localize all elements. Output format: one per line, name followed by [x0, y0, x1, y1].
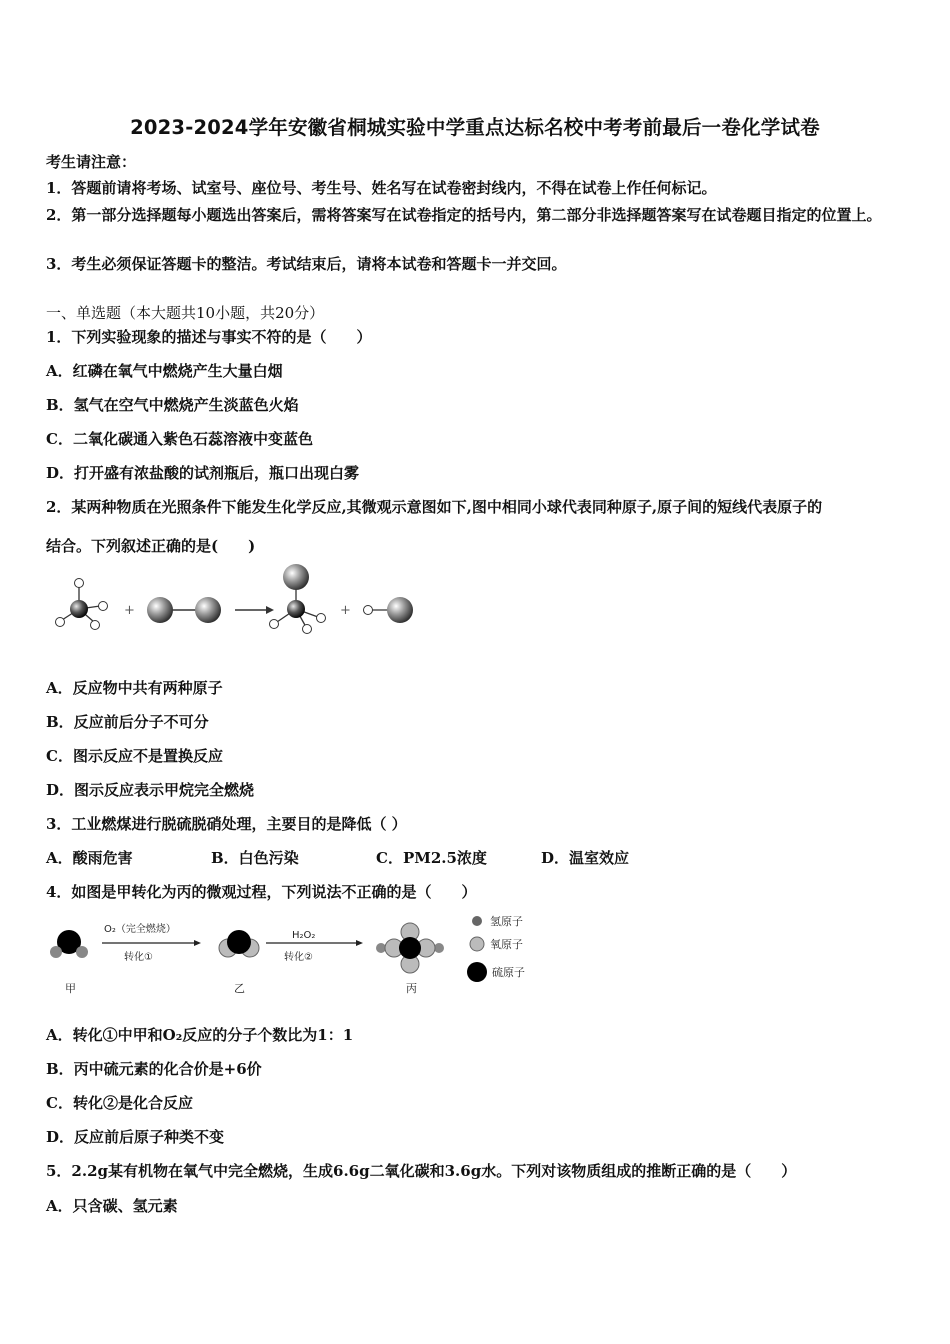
product-molecule-1	[270, 564, 326, 634]
legend-sulfur: 硫原子	[492, 966, 525, 979]
q4-option-c: C．转化②是化合反应	[46, 1094, 193, 1112]
q1-option-a: A．红磷在氧气中燃烧产生大量白烟	[46, 362, 283, 380]
q1-option-b: B．氢气在空气中燃烧产生淡蓝色火焰	[46, 396, 299, 414]
q2-option-a: A．反应物中共有两种原子	[46, 679, 223, 697]
reactant-molecule-2	[147, 597, 221, 623]
label-yi: 乙	[234, 982, 245, 995]
q3-option-a: A．酸雨危害	[46, 849, 133, 867]
q2-stem-line2: 结合。下列叙述正确的是( )	[46, 537, 256, 555]
q2-option-c: C．图示反应不是置换反应	[46, 747, 223, 765]
plus-sign-1: +	[124, 603, 135, 618]
q1-option-c: C．二氧化碳通入紫色石蕊溶液中变蓝色	[46, 430, 313, 448]
molecule-yi	[219, 930, 259, 957]
product-molecule-2	[364, 597, 414, 623]
atom-legend	[467, 914, 525, 982]
q4-option-a: A．转化①中甲和O₂反应的分子个数比为1：1	[46, 1026, 354, 1044]
arrow2-label-bottom: 转化②	[284, 952, 313, 963]
q3-option-c: C．PM2.5浓度	[376, 849, 487, 867]
label-jia: 甲	[65, 982, 76, 995]
section-heading: 一、单选题（本大题共10小题，共20分）	[46, 304, 325, 322]
legend-hydrogen: 氢原子	[490, 915, 523, 928]
q4-stem: 4．如图是甲转化为丙的微观过程，下列说法不正确的是（ ）	[46, 883, 477, 901]
arrow2-label-top: H₂O₂	[292, 930, 316, 941]
q3-stem: 3．工业燃煤进行脱硫脱硝处理，主要目的是降低（ ）	[46, 815, 407, 833]
molecule-jia	[50, 930, 88, 958]
notice-item-1: 1．答题前请将考场、试室号、座位号、考生号、姓名写在试卷密封线内，不得在试卷上作任何标记。	[46, 179, 717, 197]
q5-option-a: A．只含碳、氢元素	[46, 1197, 178, 1215]
arrow1-label-bottom: 转化①	[124, 952, 153, 963]
plus-sign-2: +	[340, 603, 351, 618]
notice-item-3: 3．考生必须保证答题卡的整洁。考试结束后，请将本试卷和答题卡一并交回。	[46, 255, 567, 273]
notice-heading: 考生请注意：	[46, 153, 137, 171]
arrow1-label-top: O₂（完全燃烧）	[104, 924, 176, 935]
q1-option-d: D．打开盛有浓盐酸的试剂瓶后，瓶口出现白雾	[46, 464, 360, 482]
molecule-bing	[376, 923, 444, 973]
q2-option-d: D．图示反应表示甲烷完全燃烧	[46, 781, 255, 799]
q1-stem: 1．下列实验现象的描述与事实不符的是（ ）	[46, 328, 372, 346]
q3-option-b: B．白色污染	[211, 849, 299, 867]
q4-option-b: B．丙中硫元素的化合价是+6价	[46, 1060, 262, 1078]
q4-option-d: D．反应前后原子种类不变	[46, 1128, 225, 1146]
q2-option-b: B．反应前后分子不可分	[46, 713, 209, 731]
q2-reaction-diagram	[48, 562, 420, 640]
q4-transformation-diagram	[44, 906, 540, 1002]
q5-stem: 5．2.2g某有机物在氧气中完全燃烧，生成6.6g二氧化碳和3.6g水。下列对该物质组成的推断正确的是（ ）	[46, 1162, 797, 1180]
q3-option-d: D．温室效应	[541, 849, 630, 867]
q2-stem-line1: 2．某两种物质在光照条件下能发生化学反应,其微观示意图如下,图中相同小球代表同种原子,原子间的短线代表原子的	[46, 498, 823, 516]
label-bing: 丙	[406, 982, 417, 995]
notice-item-2: 2．第一部分选择题每小题选出答案后，需将答案写在试卷指定的括号内，第二部分非选择题答案写在试卷题目指定的位置上。	[46, 206, 882, 224]
reactant-molecule-1	[56, 579, 108, 630]
legend-oxygen: 氧原子	[490, 938, 523, 951]
page-title: 2023-2024学年安徽省桐城实验中学重点达标名校中考考前最后一卷化学试卷	[130, 116, 820, 139]
